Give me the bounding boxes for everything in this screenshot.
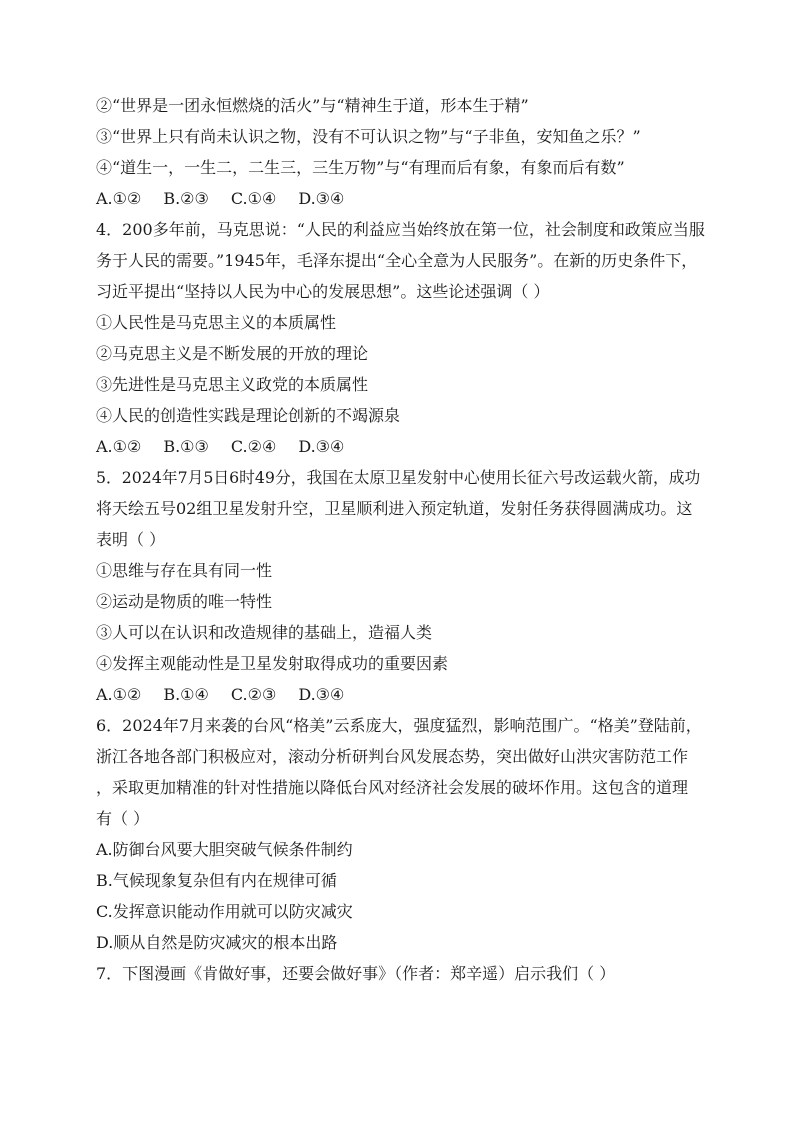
q5-stem-line-3: 表明（ ） — [96, 530, 166, 549]
q3-option-d: D.③④ — [298, 189, 345, 208]
q3-item-4: ④“道生一，一生二，二生三，三生万物”与“有理而后有象，有象而后有数” — [96, 158, 625, 177]
q3-option-a: A.①② — [96, 189, 142, 208]
q5-option-a: A.①② — [96, 685, 142, 704]
q6-stem-line-4: 有（ ） — [96, 809, 150, 828]
q4-option-d: D.③④ — [298, 437, 345, 456]
q4-stem-line-2: 务于人民的需要。”1945年，毛泽东提出“全心全意为人民服务”。在新的历史条件下， — [96, 251, 698, 270]
q4-option-a: A.①② — [96, 437, 142, 456]
q5-option-c: C.②③ — [230, 685, 277, 704]
q5-options — [96, 685, 366, 705]
q6-option-a: A.防御台风要大胆突破气候条件制约 — [96, 840, 353, 859]
q5-item-2: ②运动是物质的唯一特性 — [96, 592, 273, 611]
q6-option-c: C.发挥意识能动作用就可以防灾减灾 — [96, 902, 353, 921]
q3-options — [96, 189, 366, 209]
q6-stem-line-3: ，采取更加精准的针对性措施以降低台风对经济社会发展的破坏作用。这包含的道理 — [96, 778, 689, 797]
q5-item-4: ④发挥主观能动性是卫星发射取得成功的重要因素 — [96, 654, 449, 673]
q5-option-b: B.①④ — [163, 685, 209, 704]
q6-option-b: B.气候现象复杂但有内在规律可循 — [96, 871, 337, 890]
q3-item-3: ③“世界上只有尚未认识之物，没有不可认识之物”与“子非鱼，安知鱼之乐？” — [96, 127, 641, 146]
q4-item-2: ②马克思主义是不断发展的开放的理论 — [96, 344, 369, 363]
q6-stem-line-2: 浙江各地各部门积极应对，滚动分析研判台风发展态势，突出做好山洪灾害防范工作 — [96, 747, 689, 766]
q4-option-c: C.②④ — [230, 437, 277, 456]
q5-option-d: D.③④ — [298, 685, 345, 704]
q6-stem-line-1: 6．2024年7月来袭的台风“格美”云系庞大，强度猛烈，影响范围广。“格美”登陆前， — [96, 716, 702, 735]
q4-option-b: B.①③ — [163, 437, 209, 456]
q5-item-3: ③人可以在认识和改造规律的基础上，造福人类 — [96, 623, 433, 642]
q4-stem-line-1: 4．200多年前，马克思说：“人民的利益应当始终放在第一位，社会制度和政策应当服 — [96, 220, 705, 239]
q6-option-d: D.顺从自然是防灾减灾的根本出路 — [96, 933, 338, 952]
q5-stem-line-1: 5．2024年7月5日6时49分，我国在太原卫星发射中心使用长征六号改运载火箭，成功 — [96, 468, 701, 487]
q3-option-b: B.②③ — [163, 189, 209, 208]
q3-item-2: ②“世界是一团永恒燃烧的活火”与“精神生于道，形本生于精” — [96, 96, 529, 115]
q4-stem-line-3: 习近平提出“坚持以人民为中心的发展思想”。这些论述强调（ ） — [96, 282, 550, 301]
q4-item-1: ①人民性是马克思主义的本质属性 — [96, 313, 337, 332]
q5-item-1: ①思维与存在具有同一性 — [96, 561, 273, 580]
q3-option-c: C.①④ — [230, 189, 277, 208]
q7-stem: 7．下图漫画《肯做好事，还要会做好事》（作者：郑辛遥）启示我们（ ） — [96, 964, 616, 983]
q4-item-4: ④人民的创造性实践是理论创新的不竭源泉 — [96, 406, 401, 425]
q4-item-3: ③先进性是马克思主义政党的本质属性 — [96, 375, 369, 394]
q4-options — [96, 437, 366, 457]
q5-stem-line-2: 将天绘五号02组卫星发射升空，卫星顺利进入预定轨道，发射任务获得圆满成功。这 — [96, 499, 693, 518]
